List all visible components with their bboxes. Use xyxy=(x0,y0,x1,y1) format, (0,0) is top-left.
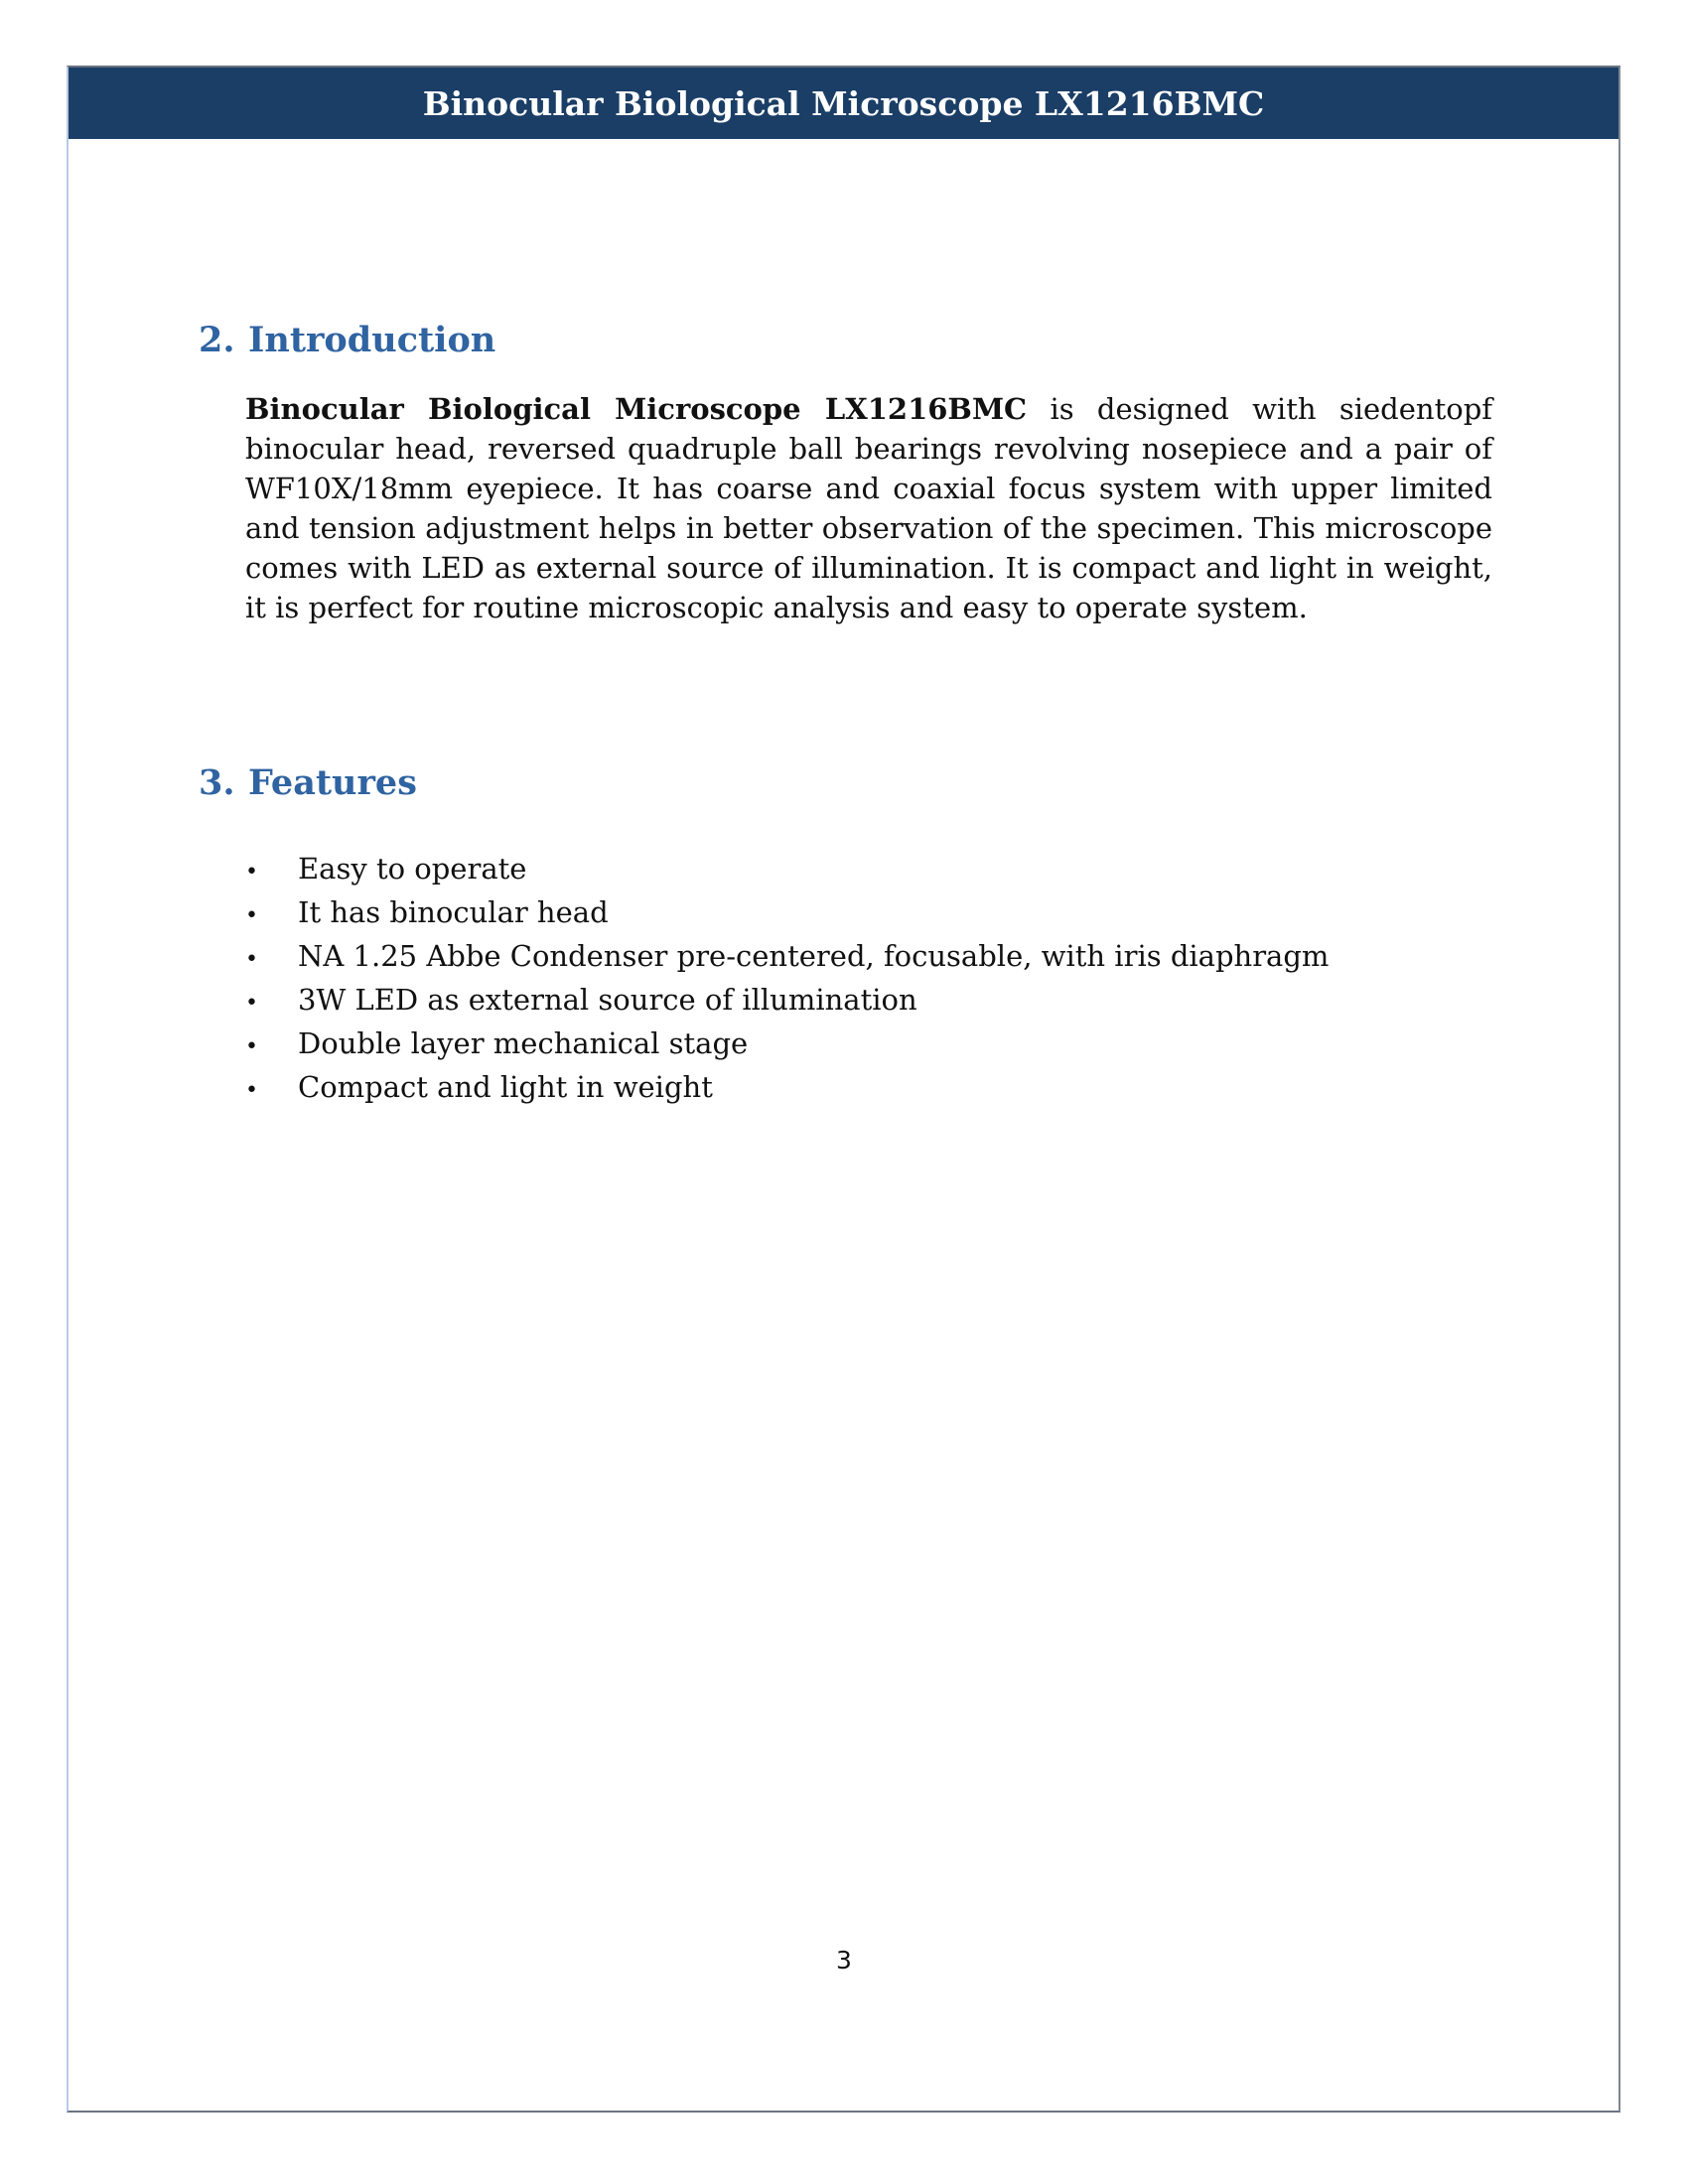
introduction-title: Introduction xyxy=(248,320,496,360)
bullet-icon: • xyxy=(245,860,258,885)
list-item xyxy=(245,936,1329,980)
features-heading xyxy=(199,762,417,803)
list-item xyxy=(245,1067,1329,1111)
bullet-icon: • xyxy=(245,903,258,928)
bullet-icon: • xyxy=(245,991,258,1016)
features-list xyxy=(245,849,1329,1111)
feature-text: Easy to operate xyxy=(298,852,527,886)
header-band xyxy=(69,68,1618,139)
feature-text: Double layer mechanical stage xyxy=(298,1026,749,1060)
introduction-paragraph xyxy=(245,389,1492,627)
feature-text: NA 1.25 Abbe Condenser pre-centered, focusable, with iris diaphragm xyxy=(298,939,1330,973)
list-item xyxy=(245,892,1329,936)
page-number: 3 xyxy=(836,1946,852,1975)
features-title: Features xyxy=(248,762,417,803)
introduction-text: is designed with siedentopf binocular head, reversed quadruple ball bearings revolving nosepiece and a pair of WF10X/18mm eyepiece. It has coarse and coaxial focus system with upper limited and tension adjustment helps in better observation of the specimen. This microscope comes with LED as external source of illumination. It is compact and light in weight, it is perfect for routine microscopic analysis and easy to operate system. xyxy=(245,392,1492,624)
product-name: Binocular Biological Microscope LX1216BMC xyxy=(245,392,1028,426)
feature-text: It has binocular head xyxy=(298,895,609,929)
list-item xyxy=(245,849,1329,892)
list-item xyxy=(245,980,1329,1024)
feature-text: 3W LED as external source of illumination xyxy=(298,983,917,1017)
introduction-heading xyxy=(199,320,495,360)
bullet-icon: • xyxy=(245,1034,258,1059)
list-item xyxy=(245,1024,1329,1067)
document-title: Binocular Biological Microscope LX1216BMC xyxy=(422,83,1265,123)
features-number: 3. xyxy=(199,762,235,803)
bullet-icon: • xyxy=(245,947,258,972)
feature-text: Compact and light in weight xyxy=(298,1070,713,1104)
bullet-icon: • xyxy=(245,1078,258,1103)
introduction-number: 2. xyxy=(199,320,235,360)
